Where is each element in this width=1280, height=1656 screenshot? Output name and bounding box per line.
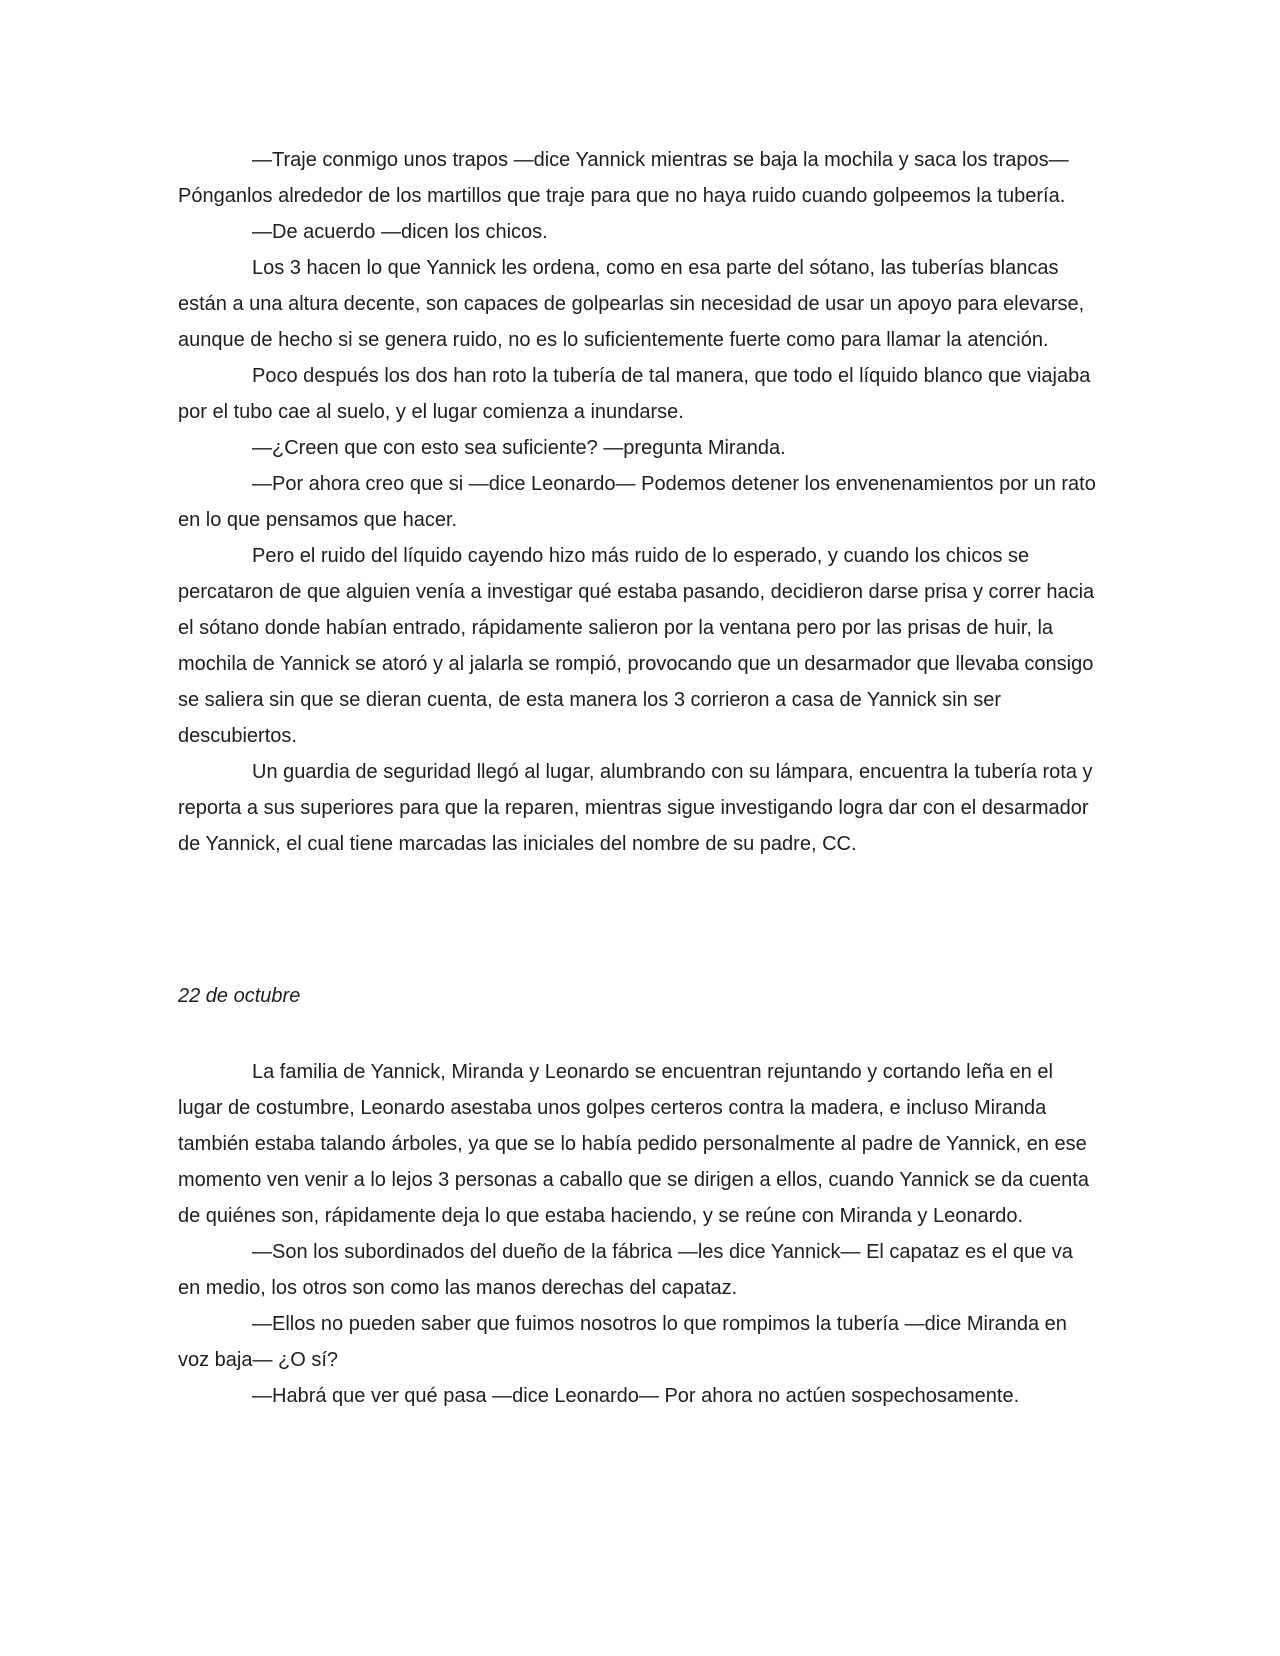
paragraph: —Traje conmigo unos trapos —dice Yannick mientras se baja la mochila y saca los trapos— Pónganlos alrededor de los martillos que traje para que no haya ruido cuando golpeemos la tubería. bbox=[178, 149, 1069, 207]
section-after-date bbox=[178, 1054, 1098, 1414]
paragraph: —Ellos no pueden saber que fuimos nosotros lo que rompimos la tubería —dice Miranda en voz baja— ¿O sí? bbox=[178, 1313, 1067, 1371]
paragraph: —¿Creen que con esto sea suficiente? —pregunta Miranda. bbox=[252, 437, 786, 459]
paragraph: La familia de Yannick, Miranda y Leonardo se encuentran rejuntando y cortando leña en el lugar de costumbre, Leonardo asestaba unos golpes certeros contra la madera, e incluso Miranda también estaba talando árboles, ya que se lo había pedido personalmente al padre de Yannick, en ese momento ven venir a lo lejos 3 personas a caballo que se dirigen a ellos, cuando Yannick se da cuenta de quiénes son, rápidamente deja lo que estaba haciendo, y se reúne con Miranda y Leonardo. bbox=[178, 1061, 1089, 1227]
date-heading: 22 de octubre bbox=[178, 985, 301, 1007]
paragraph: —De acuerdo —dicen los chicos. bbox=[252, 221, 548, 243]
paragraph: Pero el ruido del líquido cayendo hizo más ruido de lo esperado, y cuando los chicos se percataron de que alguien venía a investigar qué estaba pasando, decidieron darse prisa y correr hacia el sótano donde habían entrado, rápidamente salieron por la ventana pero por las prisas de huir, la mochila de Yannick se atoró y al jalarla se rompió, provocando que un desarmador que llevaba consigo se saliera sin que se dieran cuenta, de esta manera los 3 corrieron a casa de Yannick sin ser descubiertos. bbox=[178, 545, 1095, 747]
paragraph: —Son los subordinados del dueño de la fábrica —les dice Yannick— El capataz es el que va en medio, los otros son como las manos derechas del capataz. bbox=[178, 1241, 1073, 1299]
paragraph: Un guardia de seguridad llegó al lugar, alumbrando con su lámpara, encuentra la tubería rota y reporta a sus superiores para que la reparen, mientras sigue investigando logra dar con el desarmador de Yannick, el cual tiene marcadas las iniciales del nombre de su padre, CC. bbox=[178, 761, 1093, 855]
paragraph: —Por ahora creo que si —dice Leonardo— Podemos detener los envenenamientos por un rato en lo que pensamos que hacer. bbox=[178, 473, 1096, 531]
paragraph: Los 3 hacen lo que Yannick les ordena, como en esa parte del sótano, las tuberías blancas están a una altura decente, son capaces de golpearlas sin necesidad de usar un apoyo para elevarse, aunque de hecho si se genera ruido, no es lo suficientemente fuerte como para llamar la atención. bbox=[178, 257, 1085, 351]
paragraph: Poco después los dos han roto la tubería de tal manera, que todo el líquido blanco que viajaba por el tubo cae al suelo, y el lugar comienza a inundarse. bbox=[178, 365, 1091, 423]
section-before-date bbox=[178, 142, 1098, 862]
paragraph: —Habrá que ver qué pasa —dice Leonardo— Por ahora no actúen sospechosamente. bbox=[252, 1385, 1020, 1407]
